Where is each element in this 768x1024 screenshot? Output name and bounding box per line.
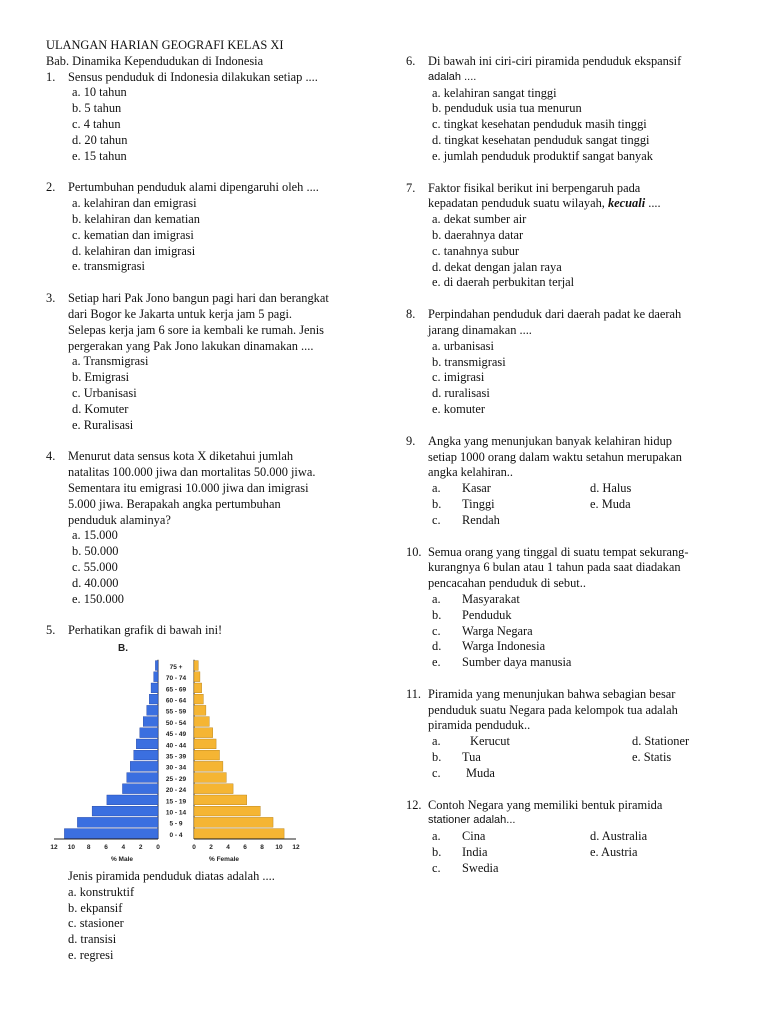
bar-male-5 xyxy=(127,773,158,783)
question-text-line: Semua orang yang tinggal di suatu tempat sekurang- xyxy=(428,544,689,559)
female-tick-label: 4 xyxy=(226,844,230,852)
option-text: Rendah xyxy=(462,512,500,527)
question-number: 5. xyxy=(46,623,56,638)
option-b xyxy=(432,750,632,766)
female-tick-label: 12 xyxy=(292,844,300,852)
question-12 xyxy=(406,798,736,877)
female-tick-label: 6 xyxy=(243,844,247,852)
option-text: Kasar xyxy=(462,481,491,496)
option-e: e. di daerah perbukitan terjal xyxy=(432,275,575,290)
bar-female-6 xyxy=(194,761,223,771)
question-text-line: piramida penduduk.. xyxy=(428,718,531,733)
age-label-0: 0 - 4 xyxy=(169,831,183,839)
option-b: b. ekpansif xyxy=(68,900,123,915)
female-tick-label: 8 xyxy=(260,844,264,852)
left-column xyxy=(46,38,376,964)
age-label-11: 55 - 59 xyxy=(165,708,187,716)
option-letter: c. xyxy=(432,765,441,780)
question-number: 3. xyxy=(46,291,56,306)
question-11 xyxy=(406,687,736,782)
question-number: 10. xyxy=(406,544,422,559)
question-text-line: penduduk suatu Negara pada kelompok tua adalah xyxy=(428,702,678,717)
option-d: d. 40.000 xyxy=(72,575,119,590)
option-b: b. penduduk usia tua menurun xyxy=(432,101,582,116)
age-label-5: 25 - 29 xyxy=(165,775,187,783)
option-b: b. Emigrasi xyxy=(72,370,130,385)
right-column xyxy=(406,54,736,877)
option-b: b. daerahnya datar xyxy=(432,227,524,242)
age-label-10: 50 - 54 xyxy=(165,719,187,727)
question-number: 2. xyxy=(46,180,56,195)
question-text-line: adalah .... xyxy=(428,70,477,83)
question-text-line: Angka yang menunjukan banyak kelahiran hidup xyxy=(428,433,672,448)
bar-female-11 xyxy=(194,705,206,715)
age-label-4: 20 - 24 xyxy=(165,787,187,795)
question-3 xyxy=(46,291,376,433)
option-text: Muda xyxy=(466,765,495,780)
bar-female-3 xyxy=(194,795,247,805)
option-text: India xyxy=(462,845,488,860)
female-axis-label: % Female xyxy=(209,856,239,864)
question-text-part: kepadatan penduduk suatu wilayah, xyxy=(428,196,608,211)
option-letter: a. xyxy=(432,591,441,606)
question-text-line: Selepas kerja jam 6 sore ia kembali ke rumah. Jenis xyxy=(68,322,324,337)
question-number: 4. xyxy=(46,449,56,464)
female-tick-label: 10 xyxy=(275,844,283,852)
population-pyramid-chart xyxy=(38,639,298,869)
question-8 xyxy=(406,307,736,418)
question-text: Pertumbuhan penduduk alami dipengaruhi oleh .... xyxy=(68,180,319,195)
male-tick-label: 0 xyxy=(156,844,160,852)
question-6 xyxy=(406,54,736,165)
bar-female-5 xyxy=(194,773,226,783)
option-d: d. kelahiran dan imigrasi xyxy=(72,243,196,258)
bar-female-12 xyxy=(194,694,203,704)
option-d: d. ruralisasi xyxy=(432,386,490,401)
question-text-line: dari Bogor ke Jakarta untuk kerja jam 5 pagi. xyxy=(68,306,292,321)
option-a xyxy=(432,829,590,845)
option-text: Warga Negara xyxy=(462,623,533,638)
age-label-2: 10 - 14 xyxy=(165,809,187,817)
option-c xyxy=(432,766,632,782)
chart-title: B. xyxy=(118,643,128,655)
question-2 xyxy=(46,180,376,275)
option-a: a. 15.000 xyxy=(72,528,118,543)
bar-male-1 xyxy=(77,817,158,827)
option-a: a. dekat sumber air xyxy=(432,212,527,227)
male-tick-label: 10 xyxy=(67,844,75,852)
bar-female-15 xyxy=(194,661,198,671)
option-a xyxy=(432,734,632,750)
question-number: 12. xyxy=(406,797,422,812)
option-e xyxy=(432,655,750,671)
option-e: e. komuter xyxy=(432,401,485,416)
pyramid-svg xyxy=(38,639,298,869)
option-letter: c. xyxy=(432,512,441,527)
option-c: c. imigrasi xyxy=(432,370,485,385)
option-a: a. 10 tahun xyxy=(72,85,127,100)
question-number: 1. xyxy=(46,69,56,84)
option-b: b. kelahiran dan kematian xyxy=(72,211,200,226)
question-followup: Jenis piramida penduduk diatas adalah .... xyxy=(68,869,275,884)
option-letter: b. xyxy=(432,845,442,860)
question-text-line: jarang dinamakan .... xyxy=(428,322,532,337)
question-number: 8. xyxy=(406,307,416,322)
question-number: 11. xyxy=(406,686,422,701)
male-tick-label: 6 xyxy=(104,844,108,852)
question-text-line: angka kelahiran.. xyxy=(428,465,513,480)
question-text-line: pencacahan penduduk di sebut.. xyxy=(428,576,586,591)
female-tick-label: 2 xyxy=(209,844,213,852)
question-text-line: Contoh Negara yang memiliki bentuk piramida xyxy=(428,797,663,812)
option-letter: e. xyxy=(432,655,441,670)
male-tick-label: 2 xyxy=(138,844,143,852)
bar-female-4 xyxy=(194,784,233,794)
empty-cell xyxy=(590,861,750,877)
option-text: Swedia xyxy=(462,860,499,875)
option-a: a. konstruktif xyxy=(68,884,135,899)
option-c: c. stasioner xyxy=(68,916,124,931)
option-letter: c. xyxy=(432,623,441,638)
male-tick-label: 4 xyxy=(121,844,126,852)
option-text: Kerucut xyxy=(470,734,510,749)
page-title: ULANGAN HARIAN GEOGRAFI KELAS XI xyxy=(46,38,284,52)
option-b: b. transmigrasi xyxy=(432,354,506,369)
age-label-3: 15 - 19 xyxy=(165,798,187,806)
question-number: 7. xyxy=(406,180,416,195)
option-c xyxy=(432,624,750,640)
option-text: Warga Indonesia xyxy=(462,639,546,654)
option-text: Masyarakat xyxy=(462,591,520,606)
option-a: a. urbanisasi xyxy=(432,338,494,353)
option-e: e. Muda xyxy=(590,496,631,511)
option-d: d. tingkat kesehatan penduduk sangat tinggi xyxy=(432,132,650,147)
option-a xyxy=(432,592,750,608)
page-subtitle: Bab. Dinamika Kependudukan di Indonesia xyxy=(46,53,264,68)
question-text-line: stationer adalah... xyxy=(428,814,516,827)
option-e: e. Statis xyxy=(632,750,672,765)
bar-female-1 xyxy=(194,817,273,827)
bar-female-14 xyxy=(194,672,200,682)
emphasis-kecuali: kecuali xyxy=(607,196,646,211)
question-text-line: Faktor fisikal berikut ini berpengaruh pada xyxy=(428,180,641,195)
option-b: b. 5 tahun xyxy=(72,101,122,116)
bar-male-12 xyxy=(149,694,158,704)
question-text-line: pergerakan yang Pak Jono lakukan dinamakan .... xyxy=(68,338,314,353)
age-label-12: 60 - 64 xyxy=(165,697,187,705)
age-label-13: 65 - 69 xyxy=(165,686,187,694)
question-text-line: Di bawah ini ciri-ciri piramida penduduk ekspansif xyxy=(428,54,682,68)
bar-female-9 xyxy=(194,728,213,738)
option-d: d. Stationer xyxy=(632,734,690,749)
female-tick-label: 0 xyxy=(192,844,196,852)
question-text-line: Perpindahan penduduk dari daerah padat ke daerah xyxy=(428,307,682,322)
option-letter: a. xyxy=(432,829,441,844)
bar-female-13 xyxy=(194,683,202,693)
option-c: c. Urbanisasi xyxy=(72,385,137,400)
option-letter: d. xyxy=(432,639,442,654)
option-text: Cina xyxy=(462,829,486,844)
question-text-line: natalitas 100.000 jiwa dan mortalitas 50.000 jiwa. xyxy=(68,465,316,480)
empty-cell xyxy=(632,766,752,782)
male-tick-label: 12 xyxy=(50,844,58,852)
bar-male-3 xyxy=(107,795,158,805)
bar-male-9 xyxy=(140,728,158,738)
option-b: b. 50.000 xyxy=(72,544,119,559)
option-letter: b. xyxy=(432,496,442,511)
option-letter: c. xyxy=(432,860,441,875)
bar-male-8 xyxy=(136,739,158,749)
bar-female-7 xyxy=(194,750,220,760)
bar-male-7 xyxy=(134,750,158,760)
bar-female-0 xyxy=(194,829,284,839)
question-10 xyxy=(406,545,736,671)
option-a xyxy=(432,481,590,497)
bar-male-15 xyxy=(155,661,158,671)
option-c: c. 55.000 xyxy=(72,559,118,574)
option-c: c. tanahnya subur xyxy=(432,243,520,258)
question-text-line: kurangnya 6 bulan atau 1 tahun pada saat diadakan xyxy=(428,560,681,575)
option-letter: a. xyxy=(432,734,441,749)
bar-female-2 xyxy=(194,806,260,816)
option-letter: b. xyxy=(432,750,442,765)
question-number: 9. xyxy=(406,433,416,448)
bar-male-11 xyxy=(147,705,158,715)
question-text-line: Piramida yang menunjukan bahwa sebagian besar xyxy=(428,686,676,701)
question-9 xyxy=(406,434,736,529)
age-label-1: 5 - 9 xyxy=(169,820,183,828)
option-letter: b. xyxy=(432,607,442,622)
bar-male-0 xyxy=(64,829,158,839)
age-label-7: 35 - 39 xyxy=(165,753,187,761)
option-d xyxy=(432,639,750,655)
age-label-14: 70 - 74 xyxy=(165,675,187,683)
option-e: e. Ruralisasi xyxy=(72,417,134,432)
question-5 xyxy=(46,623,376,964)
question-text-line: 5.000 jiwa. Berapakah angka pertumbuhan xyxy=(68,496,281,511)
age-label-9: 45 - 49 xyxy=(165,731,187,739)
empty-cell xyxy=(590,513,750,529)
bar-female-8 xyxy=(194,739,216,749)
option-e: e. 15 tahun xyxy=(72,148,127,163)
question-text-line: Setiap hari Pak Jono bangun pagi hari dan berangkat xyxy=(68,291,329,306)
option-e: e. transmigrasi xyxy=(72,259,145,274)
question-1 xyxy=(46,70,376,165)
option-c: c. tingkat kesehatan penduduk masih tinggi xyxy=(432,117,647,132)
option-d: d. transisi xyxy=(68,932,117,947)
option-text: Sumber daya manusia xyxy=(462,655,572,670)
option-e: e. Austria xyxy=(590,845,638,860)
option-e: e. regresi xyxy=(68,948,114,963)
option-d: d. dekat dengan jalan raya xyxy=(432,259,562,274)
question-text-line: Menurut data sensus kota X diketahui jumlah xyxy=(68,449,294,464)
male-tick-label: 8 xyxy=(86,844,91,852)
option-c xyxy=(432,861,590,877)
option-letter: a. xyxy=(432,481,441,496)
age-label-15: 75 + xyxy=(169,663,183,671)
bar-male-2 xyxy=(92,806,158,816)
bar-male-14 xyxy=(154,672,158,682)
option-e: e. 150.000 xyxy=(72,591,124,606)
option-text: Tua xyxy=(462,750,481,765)
option-text: Penduduk xyxy=(462,607,512,622)
option-a: a. kelahiran dan emigrasi xyxy=(72,196,197,211)
bar-male-4 xyxy=(122,784,158,794)
question-text: Sensus penduduk di Indonesia dilakukan setiap .... xyxy=(68,69,318,84)
question-text-part: .... xyxy=(645,196,661,211)
option-a: a. kelahiran sangat tinggi xyxy=(432,85,557,100)
option-b xyxy=(432,497,590,513)
question-text-line: setiap 1000 orang dalam waktu setahun merupakan xyxy=(428,449,682,464)
question-number: 6. xyxy=(406,54,416,68)
age-label-8: 40 - 44 xyxy=(165,742,187,750)
option-d: d. 20 tahun xyxy=(72,132,128,147)
option-text: Tinggi xyxy=(462,496,495,511)
option-d: d. Australia xyxy=(590,829,648,844)
question-4 xyxy=(46,449,376,607)
bar-male-6 xyxy=(130,761,158,771)
bar-female-10 xyxy=(194,717,209,727)
question-text-line: Sementara itu emigrasi 10.000 jiwa dan imigrasi xyxy=(68,480,309,495)
option-c xyxy=(432,513,590,529)
option-c: c. 4 tahun xyxy=(72,116,121,131)
question-text-line xyxy=(428,196,736,212)
option-a: a. Transmigrasi xyxy=(72,354,149,369)
option-d: d. Komuter xyxy=(72,401,129,416)
age-label-6: 30 - 34 xyxy=(165,764,187,772)
question-7 xyxy=(406,181,736,292)
bar-male-10 xyxy=(143,717,158,727)
question-text: Perhatikan grafik di bawah ini! xyxy=(68,623,223,638)
option-c: c. kematian dan imigrasi xyxy=(72,227,194,242)
bar-male-13 xyxy=(151,683,158,693)
male-axis-label: % Male xyxy=(110,856,134,864)
option-b xyxy=(432,608,750,624)
option-e: e. jumlah penduduk produktif sangat banyak xyxy=(432,148,653,163)
option-b xyxy=(432,845,590,861)
question-text-line: penduduk alaminya? xyxy=(68,512,171,527)
option-d: d. Halus xyxy=(590,481,632,496)
